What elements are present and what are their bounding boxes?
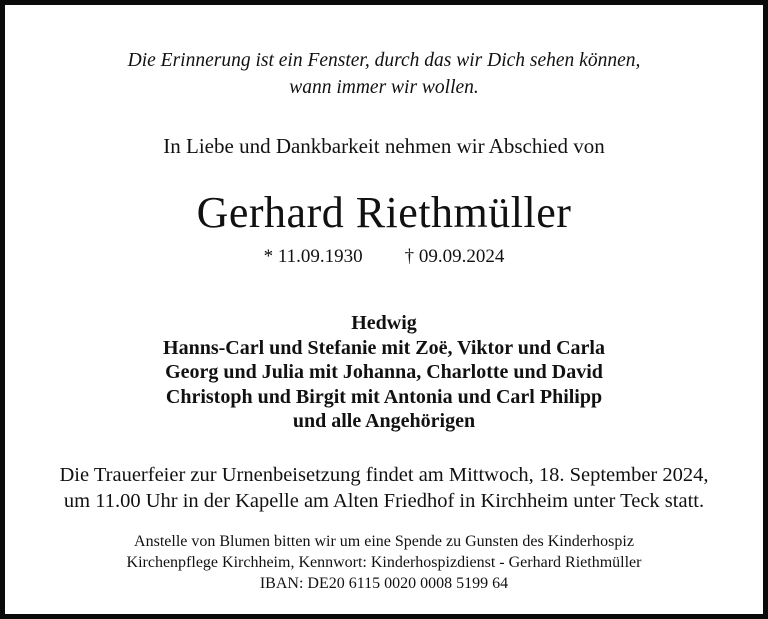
death-date-value: 09.09.2024 bbox=[418, 246, 505, 267]
memorial-quote-line-2: wann immer wir wollen. bbox=[289, 77, 479, 98]
family-line-hanns-carl: Hanns-Carl und Stefanie mit Zoë, Viktor und Carla bbox=[163, 336, 605, 359]
donation-line-1: Anstelle von Blumen bitten wir um eine Spende zu Gunsten des Kinderhospiz bbox=[134, 532, 634, 550]
family-line-georg: Georg und Julia mit Johanna, Charlotte und David bbox=[165, 361, 603, 383]
death-date bbox=[405, 246, 505, 267]
birth-date-value: 11.09.1930 bbox=[277, 246, 363, 267]
obituary-content bbox=[5, 47, 763, 594]
life-dates bbox=[5, 245, 763, 269]
deceased-name: Gerhard Riethmüller bbox=[196, 188, 572, 237]
memorial-quote bbox=[5, 47, 763, 101]
family-line-hedwig: Hedwig bbox=[351, 312, 417, 334]
birth-symbol: * bbox=[263, 246, 274, 267]
donation-info bbox=[5, 531, 763, 594]
funeral-service-info bbox=[5, 462, 763, 514]
farewell-intro-text: In Liebe und Dankbarkeit nehmen wir Abschied von bbox=[163, 134, 605, 158]
memorial-quote-line-1: Die Erinnerung ist ein Fenster, durch das wir Dich sehen können, bbox=[127, 50, 641, 71]
family-line-relatives: und alle Angehörigen bbox=[292, 410, 476, 432]
mourning-family-list bbox=[5, 311, 763, 434]
birth-date bbox=[264, 246, 363, 267]
funeral-service-line-2: um 11.00 Uhr in der Kapelle am Alten Friedhof in Kirchheim unter Teck statt. bbox=[63, 489, 705, 512]
donation-line-2: Kirchenpflege Kirchheim, Kennwort: Kinderhospizdienst - Gerhard Riethmüller bbox=[126, 553, 642, 571]
donation-iban: IBAN: DE20 6115 0020 0008 5199 64 bbox=[259, 574, 509, 592]
funeral-service-line-1: Die Trauerfeier zur Urnenbeisetzung findet am Mittwoch, 18. September 2024, bbox=[59, 463, 709, 486]
family-line-christoph: Christoph und Birgit mit Antonia und Carl Philipp bbox=[165, 385, 603, 408]
death-symbol: † bbox=[404, 246, 415, 267]
